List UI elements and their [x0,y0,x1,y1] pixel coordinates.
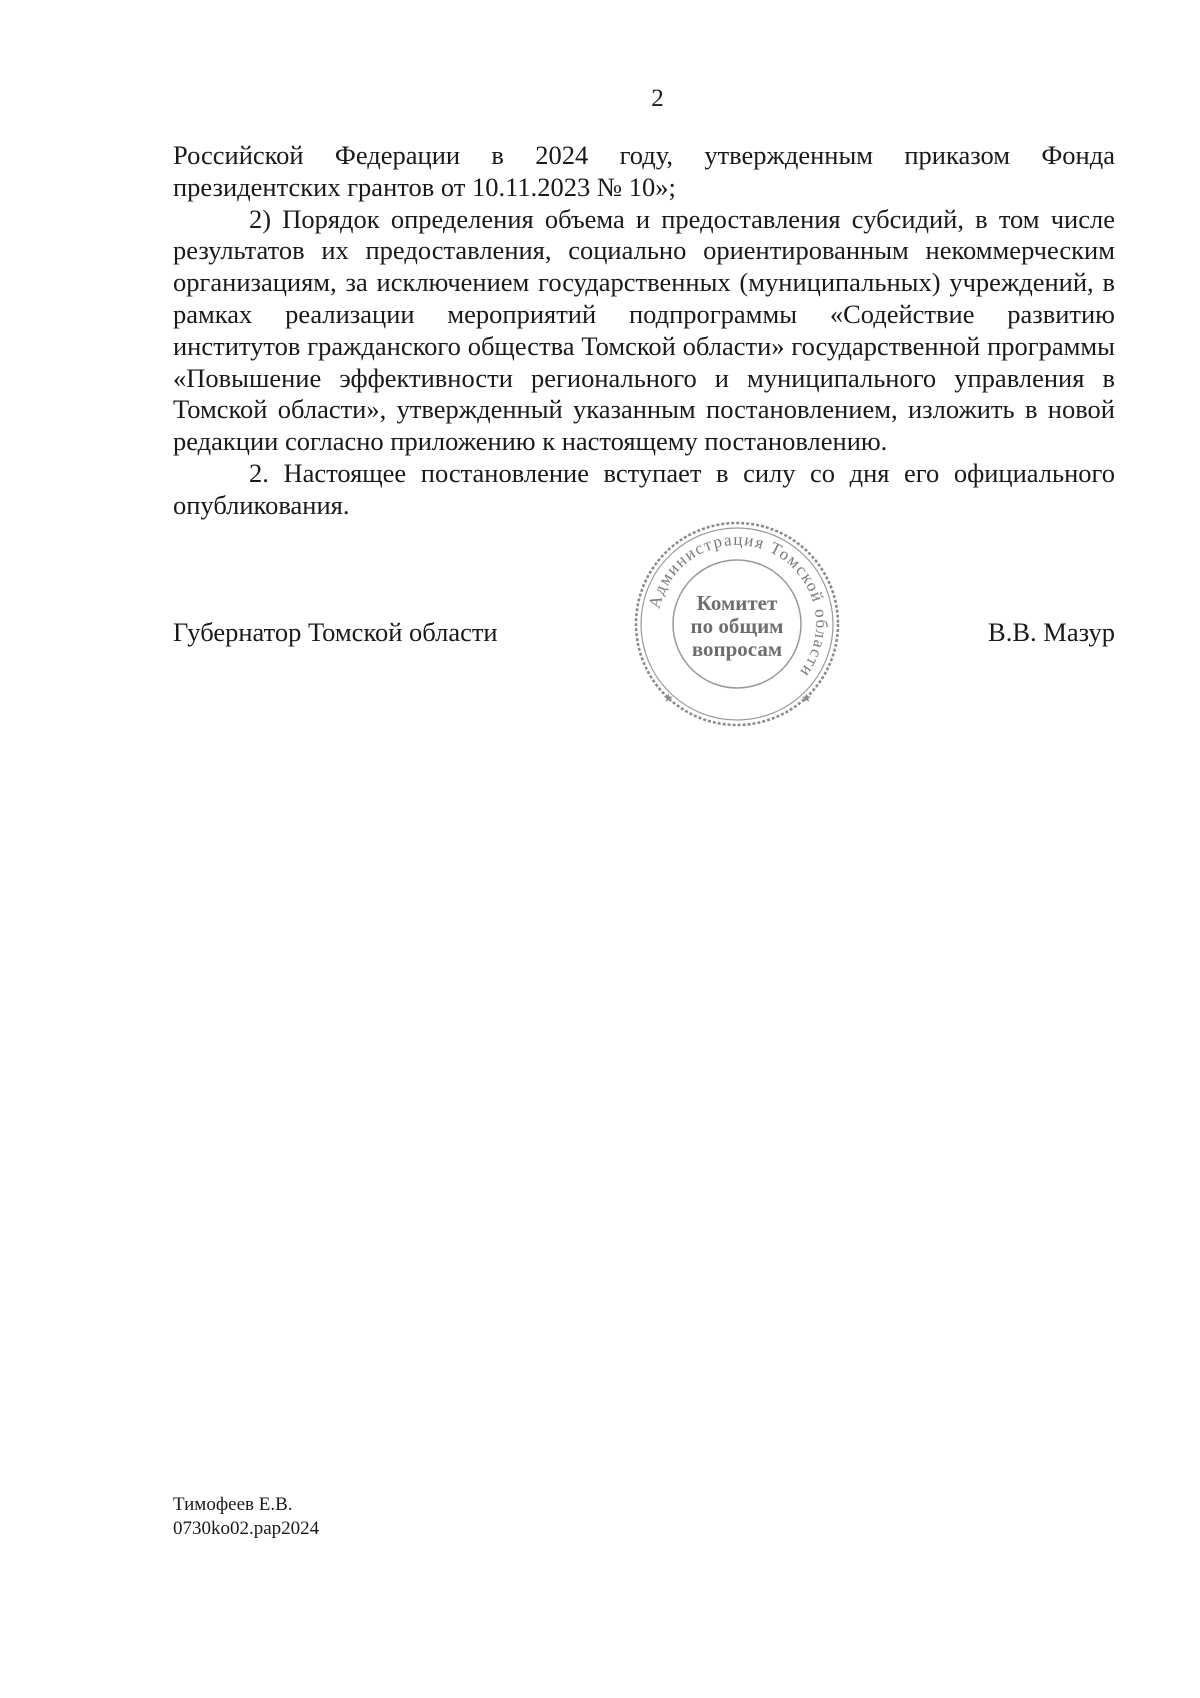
page-number: 2 [651,85,664,112]
paragraph-continuation: Российской Федерации в 2024 году, утвержденным приказом Фонда президентских грантов от 10.11.2023 № 10»; [173,140,1115,202]
seal-center-text [633,592,841,661]
document-body [173,140,1115,522]
seal-center-line: Комитет [696,591,778,615]
paragraph-entry-into-force: 2. Настоящее постановление вступает в силу со дня его официального опубликования. [173,457,1115,520]
seal-center-line: вопросам [691,637,783,661]
file-code: 0730ko02.pap2024 [173,1518,320,1539]
executor-name: Тимофеев Е.В. [173,1494,293,1515]
seal-star-icon: ★ [801,691,812,705]
document-footer [173,1493,319,1541]
seal-ring-text: Администрация Томской области [644,529,832,682]
official-seal [633,520,841,728]
signer-name: В.В. Мазур [988,617,1115,647]
seal-star-icon: ★ [663,691,674,705]
signer-position: Губернатор Томской области [173,617,498,647]
seal-center-line: по общим [690,614,784,638]
paragraph-procedure: 2) Порядок определения объема и предоставления субсидий, в том числе результатов их предоставления, социально ориентированным некоммерческим организациям, за исключением государственных (муниципальных) учреждений, в рамках реализации мероприятий подпрограммы «Содействие развитию институтов гражданского общества Томской области» государственной программы «Повышение эффективности регионального и муниципального управления в Томской области», утвержденный указанным постановлением, изложить в новой редакции согласно приложению к настоящему постановлению. [173,203,1115,457]
